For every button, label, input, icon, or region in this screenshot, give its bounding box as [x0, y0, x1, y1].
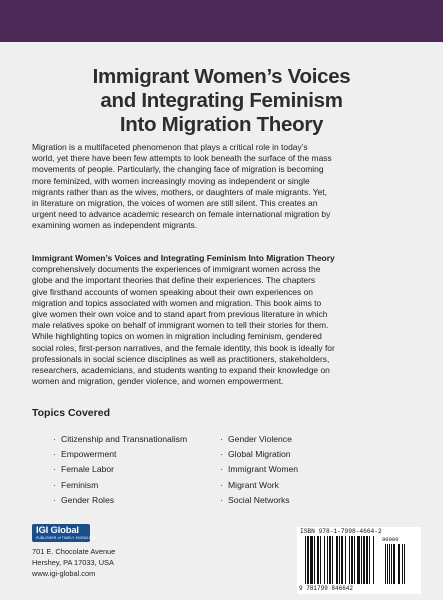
bullet-icon: ·: [53, 494, 56, 505]
paragraph-line: world, yet there have been few attempts to look beneath the surface of the mass: [32, 153, 332, 164]
paragraph-line: in literature on migration, the voices of women are still silent. This creates an: [32, 198, 318, 209]
bullet-icon: ·: [220, 479, 223, 490]
paragraph-line: migrants rather than as the wives, mothers, or daughters of male migrants. Yet,: [32, 186, 327, 197]
bullet-icon: ·: [53, 479, 56, 490]
paragraph-line: male relatives spoke on behalf of immigrant women to tell their stories for them.: [32, 320, 329, 331]
topic-item: · Citizenship and Transnationalism: [61, 432, 187, 447]
book-title: [30, 65, 413, 137]
bullet-icon: ·: [220, 449, 223, 460]
logo-name: IGI Global: [36, 525, 79, 536]
description-paragraph-2: [32, 253, 416, 387]
paragraph-line: globe and the important theories that define their experiences. The chapters: [32, 275, 316, 286]
bold-title-lead: Immigrant Women’s Voices and Integrating Feminism Into Migration Theory: [32, 253, 335, 263]
topics-list-left: [53, 432, 188, 508]
paragraph-line: professionals in social science disciplines as well as practitioners, stakeholders,: [32, 353, 330, 364]
topic-item: · Immigrant Women: [228, 462, 298, 477]
bullet-icon: ·: [53, 449, 56, 460]
paragraph-line: give firsthand accounts of women speaking about their own experiences on: [32, 286, 313, 297]
topic-item: · Feminism: [61, 478, 187, 493]
title-line: Immigrant Women’s Voices: [92, 65, 351, 88]
bullet-icon: ·: [53, 464, 56, 475]
paragraph-line: researchers, academicians, and students wanting to expand their knowledge on: [32, 365, 330, 376]
paragraph-line: give women their own voice and to stand apart from previous literature in which: [32, 309, 328, 320]
website-link[interactable]: www.igi-global.com: [32, 568, 96, 578]
paragraph-line: women and migration, gender violence, and women empowerment.: [32, 376, 284, 387]
topics-heading: Topics Covered: [32, 407, 110, 419]
description-paragraph-1: [32, 142, 416, 232]
igi-global-logo: [32, 524, 99, 542]
topic-item: · Gender Roles: [61, 493, 187, 508]
isbn-text: ISBN 978-1-7998-4664-2: [300, 528, 382, 535]
topic-item: · Gender Violence: [228, 432, 298, 447]
paragraph-line: migration and topics associated with women and migration. This book aims to: [32, 297, 322, 308]
barcode-bars: [305, 536, 417, 584]
barcode-digits: 9 781799 846642: [299, 585, 354, 592]
addon-number: 90000: [382, 536, 399, 543]
title-line: and Integrating Feminism: [100, 89, 343, 112]
title-line: Into Migration Theory: [119, 113, 324, 136]
paragraph-line: comprehensively documents the experiences of immigrant women across the: [32, 264, 321, 275]
topic-item: · Migrant Work: [228, 478, 298, 493]
topic-item: · Female Labor: [61, 462, 187, 477]
logo-tagline: PUBLISHER of TIMELY KNOWLEDGE: [36, 536, 99, 540]
topic-item: · Global Migration: [228, 447, 298, 462]
publisher-address: [32, 547, 115, 579]
topic-item: · Empowerment: [61, 447, 187, 462]
paragraph-line: While highlighting topics on women in migration including feminism, gendered: [32, 331, 322, 342]
paragraph-line: examining women as independent migrants.: [32, 220, 198, 231]
paragraph-line: more feminized, with women increasingly moving as independent or single: [32, 175, 310, 186]
paragraph-line: social roles, first-person narratives, and the female identity, this book is ideally for: [32, 342, 335, 353]
isbn-barcode: [297, 527, 421, 594]
address-line: 701 E. Chocolate Avenue: [32, 547, 116, 556]
top-color-band: [0, 0, 443, 42]
paragraph-line: movements of people. Particularly, the changing face of migration is becoming: [32, 164, 324, 175]
address-line: Hershey, PA 17033, USA: [32, 557, 114, 567]
bullet-icon: ·: [220, 434, 223, 444]
paragraph-line: Migration is a multifaceted phenomenon that plays a critical role in today’s: [32, 142, 308, 152]
topic-item: · Social Networks: [228, 493, 298, 508]
bullet-icon: ·: [53, 434, 56, 444]
bullet-icon: ·: [220, 464, 223, 475]
bullet-icon: ·: [220, 494, 223, 505]
paragraph-line: urgent need to advance academic research on female international migration by: [32, 209, 331, 220]
topics-list-right: [220, 432, 299, 508]
